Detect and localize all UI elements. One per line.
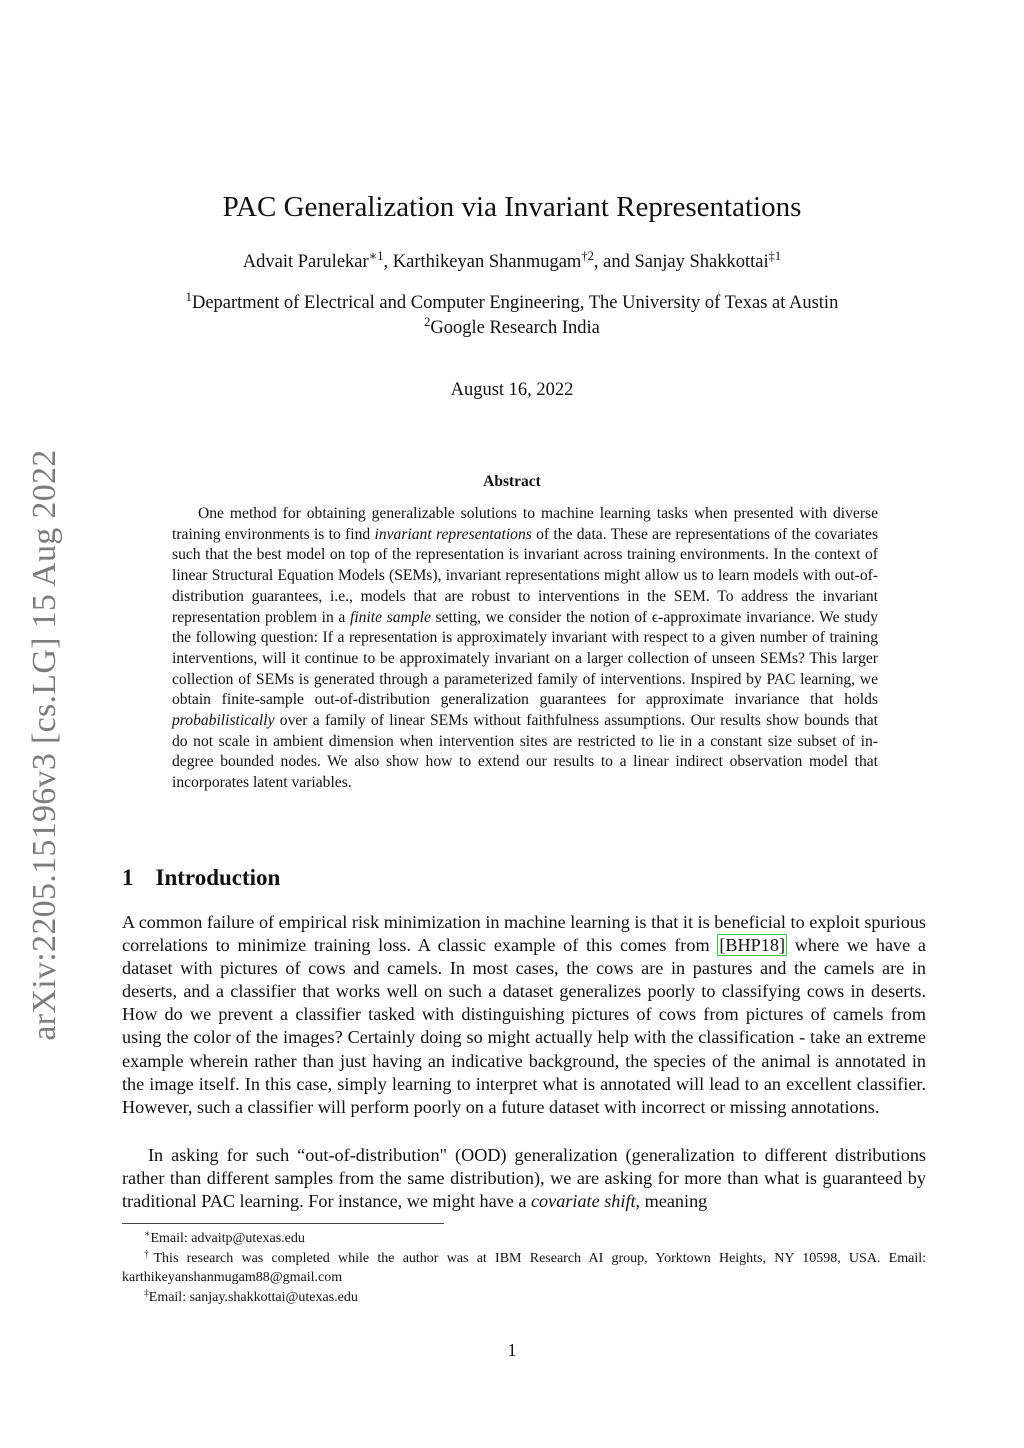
footnote-mark: † xyxy=(144,1248,154,1259)
text-segment: setting, we consider the notion of ϵ-approximate invariance. We study the following question: If a representation is approximately invariant with respect to a given number of training interventions, will it continue to be approximately invariant on a larger collection of unseen SEMs? This larger collection of SEMs is generated through a parameterized family of interventions. Inspired by PAC learning, we obtain finite-sample out-of-distribution generalization guarantees for approximate invariance that holds xyxy=(172,608,879,709)
footnote-mark: ‡ xyxy=(144,1287,149,1298)
abstract-heading: Abstract xyxy=(483,473,541,490)
footnote xyxy=(122,1229,926,1249)
author-mark: †2 xyxy=(581,248,594,263)
citation-link[interactable]: [BHP18] xyxy=(719,935,786,956)
separator: , and xyxy=(593,252,635,272)
text-segment: , meaning xyxy=(635,1191,708,1212)
abstract-text xyxy=(172,504,878,794)
footnote xyxy=(122,1288,926,1308)
page-number: 1 xyxy=(507,1340,517,1360)
author-name: Sanjay Shakkottai xyxy=(634,252,769,272)
section-title: Introduction xyxy=(155,865,281,890)
arxiv-stamp: arXiv:2205.15196v3 [cs.LG] 15 Aug 2022 xyxy=(26,449,63,1041)
affiliation-mark: 2 xyxy=(424,314,431,329)
body-paragraph xyxy=(122,911,926,1119)
footnote-text: Email: sanjay.shakkottai@utexas.edu xyxy=(148,1289,358,1305)
footnote-mark: ∗ xyxy=(144,1229,151,1240)
author-name: Karthikeyan Shanmugam xyxy=(392,252,582,272)
paper-title: PAC Generalization via Invariant Representations xyxy=(222,191,802,223)
affiliation-text: Google Research India xyxy=(430,318,600,338)
affiliation xyxy=(0,314,1024,339)
author-mark: ‡1 xyxy=(768,248,782,263)
author-name: Advait Parulekar xyxy=(242,252,369,272)
footnote-divider xyxy=(122,1223,444,1224)
text-segment: of the data. These are representations of the covariates such that the best model on top of the representation is invariant across training environments. In the context of linear Structural Equation Models (SEMs), invariant representations might allow us to learn models with out-of-distribution guarantees, i.e., models that are robust to interventions in the SEM. To address the invariant representation problem in a xyxy=(172,525,879,626)
text-segment: over a family of linear SEMs without faithfulness assumptions. Our results show bounds that do not scale in ambient dimension when intervention sites are restricted to lie in a constant size subset of in-degree bounded nodes. We also show how to extend our results to a linear indirect observation model that incorporates latent variables. xyxy=(172,712,878,792)
author-mark: ∗1 xyxy=(368,248,384,263)
text-segment: where we have a dataset with pictures of cows and camels. In most cases, the cows are in pastures and the camels are in deserts, and a classifier that works well on such a dataset generalizes poorly to classifying cows in deserts. How do we prevent a classifier tasked with distinguishing pictures of cows from pictures of camels from using the color of the images? Certainly doing so might actually help with the classification - take an extreme example wherein rather than just having an indicative background, the species of the animal is annotated in the image itself. In this case, simply learning to interpret what is annotated will lead to an excellent classifier. However, such a classifier will perform poorly on a future dataset with incorrect or missing annotations. xyxy=(122,935,926,1117)
separator: , xyxy=(383,252,393,272)
footnote-text: Email: advaitp@utexas.edu xyxy=(150,1231,305,1246)
emphasis: finite sample xyxy=(349,608,431,626)
emphasis: covariate shift xyxy=(530,1191,636,1212)
text-segment: In asking for such “out-of-distribution" (OOD) generalization (generalization to different distributions rather than different samples from the same distribution), we are asking for more than what is guaranteed by traditional PAC learning. For instance, we might have a xyxy=(122,1145,926,1212)
affiliation-mark: 1 xyxy=(185,289,192,304)
author-list xyxy=(0,248,1024,273)
footnote xyxy=(122,1249,926,1288)
section-number: 1 xyxy=(122,865,134,890)
footnotes xyxy=(122,1229,926,1307)
affiliation-text: Department of Electrical and Computer Engineering, The University of Texas at Austin xyxy=(191,293,839,313)
emphasis: probabilistically xyxy=(172,712,275,730)
citation-key: BHP18 xyxy=(725,935,779,956)
affiliation xyxy=(0,289,1024,314)
paper-date: August 16, 2022 xyxy=(450,380,574,400)
body-paragraph xyxy=(122,1144,926,1213)
text-segment: One method for obtaining generalizable solutions to machine learning tasks when presented with diverse training environments is to find xyxy=(172,505,878,543)
footnote-text: This research was completed while the author was at IBM Research AI group, Yorktown Heights, NY 10598, USA. Email: karthikeyanshanmugam88@gmail.com xyxy=(122,1250,926,1285)
emphasis: invariant representations xyxy=(374,525,532,543)
section-heading xyxy=(122,865,280,891)
text-segment: A common failure of empirical risk minimization in machine learning is that it is beneficial to exploit spurious correlations to minimize training loss. A classic example of this comes from xyxy=(122,912,926,956)
